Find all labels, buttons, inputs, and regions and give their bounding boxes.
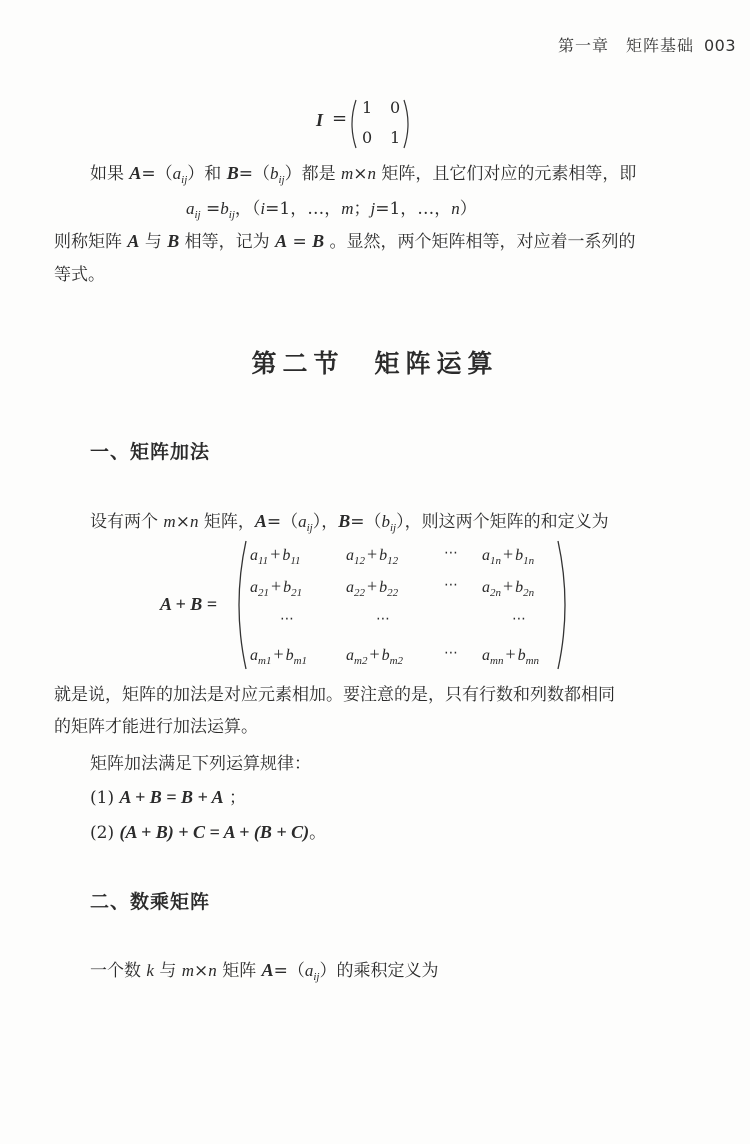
text: ），	[312, 512, 339, 532]
text: 。	[309, 823, 327, 843]
text: 矩阵，且它们对应的元素相等，即	[376, 164, 637, 184]
math-symbol: i	[260, 199, 266, 218]
math-symbol: j	[370, 199, 376, 218]
subscript: 2n	[523, 587, 535, 599]
matrix-ellipsis	[512, 610, 526, 628]
text: 如果	[90, 164, 130, 184]
subscript: ij	[181, 174, 188, 186]
element-a: a	[250, 579, 258, 596]
times-sign: ×	[175, 512, 190, 532]
math-symbol: m	[341, 164, 354, 183]
plus-sign: +	[273, 644, 284, 664]
subscript: 2n	[490, 587, 501, 599]
plus-sign: +	[505, 644, 516, 664]
text: 相等，记为	[179, 232, 276, 252]
element-b: b	[283, 579, 292, 596]
plus-sign: +	[503, 576, 514, 596]
text: 与	[139, 232, 168, 252]
text: 则称矩阵	[54, 232, 128, 252]
matrix-ellipsis	[444, 544, 458, 562]
text: =1，…，	[375, 199, 452, 219]
element-b: b	[379, 547, 388, 564]
element-a: a	[346, 579, 354, 596]
subscript: ij	[306, 522, 313, 534]
subscript: 1n	[490, 555, 501, 567]
matrix-cell	[250, 544, 301, 567]
plus-sign: +	[369, 644, 380, 664]
law-expression: (A + B) + C = A + (B + C)	[119, 822, 310, 842]
matrix-cell	[482, 544, 534, 567]
element-b: b	[285, 647, 294, 664]
text: =（	[350, 512, 382, 532]
matrix-cell	[482, 576, 534, 599]
text: ，（	[234, 199, 261, 219]
subscript: 12	[387, 555, 399, 567]
subscript: mn	[490, 655, 504, 667]
matrix-ellipsis	[444, 644, 458, 662]
paragraph-addition-laws: 矩阵加法满足下列运算规律：	[90, 754, 311, 774]
subscript: 11	[258, 555, 269, 567]
ellipsis: ⋯	[280, 611, 294, 627]
matrix-ellipsis	[280, 610, 294, 628]
ellipsis: ⋯	[444, 545, 458, 561]
plus-sign: +	[271, 576, 282, 596]
text: 矩阵	[216, 961, 262, 981]
text: =1，…，	[265, 199, 342, 219]
paragraph-equality-notation	[54, 230, 636, 253]
math-symbol: n	[189, 512, 199, 531]
matrix-cell	[346, 576, 398, 599]
matrix-ellipsis	[376, 610, 390, 628]
subscript: 21	[291, 587, 303, 599]
math-symbol: a	[186, 199, 195, 218]
matrix-cell	[482, 644, 539, 667]
element-b: b	[515, 547, 524, 564]
math-symbol: n	[208, 961, 217, 980]
math-symbol: a	[304, 961, 314, 980]
running-header	[558, 33, 736, 56]
math-symbol: a	[172, 164, 182, 183]
matrix-cell	[346, 644, 403, 667]
paragraph-continuation: 等式。	[54, 265, 105, 285]
text: =（	[273, 961, 305, 981]
paragraph-scalar-multiplication	[90, 959, 439, 988]
text: ；	[223, 788, 247, 808]
math-symbol: m	[181, 961, 195, 980]
sum-lhs: A + B =	[160, 594, 218, 614]
chapter-title: 第一章 矩阵基础	[557, 36, 694, 55]
math-symbol: A	[127, 231, 140, 251]
section-number: 第二节	[251, 349, 345, 378]
subscript: mn	[525, 655, 540, 667]
subscript: 1n	[523, 555, 535, 567]
matrix-cell: 0	[362, 128, 373, 147]
text: ；	[353, 199, 371, 219]
law-expression: A + B = B + A	[119, 787, 224, 807]
text: ）都是	[284, 164, 341, 184]
plus-sign: +	[270, 544, 281, 564]
equals-sign: =	[332, 108, 348, 129]
subscript: m1	[293, 655, 308, 667]
section-name: 矩阵运算	[374, 349, 499, 378]
law-label: (2)	[90, 823, 115, 843]
times-sign: ×	[194, 961, 209, 981]
math-symbol: b	[220, 199, 229, 218]
paragraph-matrix-equality	[90, 162, 636, 191]
law-commutative	[90, 786, 246, 809]
text: =（	[141, 164, 173, 184]
element-a: a	[482, 547, 490, 564]
paragraph-sum-definition	[90, 510, 609, 539]
math-symbol: n	[451, 199, 460, 218]
subscript: 21	[258, 587, 269, 599]
subscript: ij	[313, 971, 320, 983]
subscript: m2	[389, 655, 404, 667]
element-b: b	[381, 647, 390, 664]
subscript: ij	[390, 522, 397, 534]
ellipsis: ⋯	[444, 577, 458, 593]
element-b: b	[515, 579, 524, 596]
matrix-cell: 1	[390, 128, 401, 147]
ellipsis: ⋯	[512, 611, 526, 627]
element-a: a	[250, 647, 258, 664]
law-associative	[90, 821, 326, 844]
law-label: (1)	[90, 788, 115, 808]
element-a: a	[346, 647, 354, 664]
math-symbol: B	[338, 511, 351, 531]
subscript: 11	[290, 555, 301, 567]
math-symbol: n	[367, 164, 377, 183]
matrix-cell	[346, 544, 398, 567]
times-sign: ×	[353, 164, 368, 184]
text: 。显然，两个矩阵相等，对应着一系列的	[324, 232, 636, 252]
equals-sign: =	[206, 199, 221, 219]
matrix-ellipsis	[444, 576, 458, 594]
text: 与	[153, 961, 182, 981]
subscript: ij	[228, 209, 235, 221]
equals-sign: =	[287, 232, 313, 252]
math-symbol: m	[163, 512, 176, 531]
element-b: b	[517, 647, 526, 664]
plus-sign: +	[503, 544, 514, 564]
text: =（	[266, 512, 299, 532]
matrix-cell: 0	[390, 98, 401, 117]
element-a: a	[346, 547, 354, 564]
matrix-cell	[250, 644, 307, 667]
ellipsis: ⋯	[376, 611, 390, 627]
text: ）和	[187, 164, 227, 184]
subsection-heading: 一、矩阵加法	[90, 441, 211, 463]
subscript: 22	[354, 587, 365, 599]
math-symbol: A	[275, 231, 288, 251]
element-a: a	[482, 579, 490, 596]
ellipsis: ⋯	[444, 645, 458, 661]
math-symbol: a	[298, 512, 307, 531]
section-title	[0, 344, 750, 380]
sum-matrix-equation	[160, 538, 580, 672]
subscript: 12	[354, 555, 365, 567]
math-symbol: k	[146, 961, 154, 980]
element-equality-equation	[186, 198, 477, 226]
subscript: ij	[194, 209, 201, 221]
page-number: 003	[703, 36, 736, 55]
math-symbol: b	[381, 512, 390, 531]
matrix-cell	[250, 576, 302, 599]
math-symbol: A	[261, 960, 274, 980]
text: 一个数	[90, 961, 147, 981]
text: ）	[459, 199, 477, 219]
text: =（	[238, 164, 270, 184]
plus-sign: +	[367, 544, 378, 564]
text: 设有两个	[90, 512, 164, 532]
math-symbol: B	[167, 231, 180, 251]
element-b: b	[282, 547, 291, 564]
paragraph-addition-note-cont: 的矩阵才能进行加法运算。	[54, 717, 258, 737]
subscript: m1	[258, 655, 272, 667]
subscript: m2	[354, 655, 368, 667]
identity-symbol: I	[316, 110, 324, 130]
math-symbol: B	[226, 163, 239, 183]
math-symbol: m	[341, 199, 354, 218]
subscript: 22	[387, 587, 399, 599]
subsection-heading: 二、数乘矩阵	[90, 891, 211, 913]
element-a: a	[250, 547, 258, 564]
text: ）的乘积定义为	[319, 961, 439, 981]
math-symbol: A	[254, 511, 267, 531]
plus-sign: +	[367, 576, 378, 596]
element-a: a	[482, 647, 490, 664]
math-symbol: A	[129, 163, 142, 183]
math-symbol: B	[312, 231, 325, 251]
subscript: ij	[278, 174, 285, 186]
element-b: b	[379, 579, 388, 596]
paragraph-addition-note: 就是说，矩阵的加法是对应元素相加。要注意的是，只有行数和列数都相同	[54, 685, 615, 705]
text: ），则这两个矩阵的和定义为	[396, 512, 609, 532]
text: 矩阵，	[198, 512, 255, 532]
math-symbol: b	[269, 164, 279, 183]
matrix-cell: 1	[362, 98, 373, 117]
